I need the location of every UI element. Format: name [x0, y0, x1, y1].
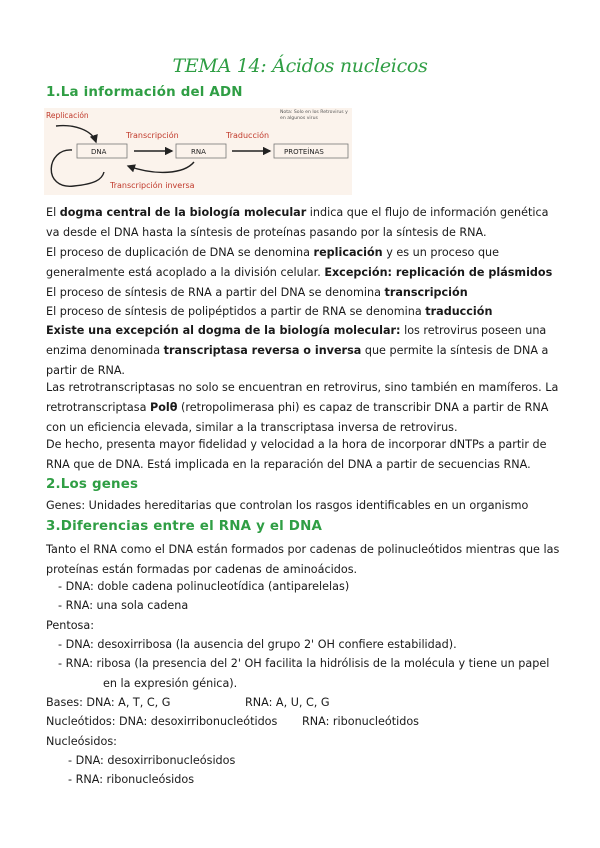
paragraph-genes: Genes: Unidades hereditarias que controlan los rasgos identificables en un organismo — [46, 499, 529, 512]
list-item-continuation: en la expresión génica). — [103, 677, 238, 690]
list-item: - DNA: doble cadena polinucleotídica (antiparelelas) — [58, 580, 350, 593]
text: los retrovirus poseen una enzima denominada — [46, 324, 547, 357]
diagram-rna: RNA — [191, 148, 206, 156]
reverse-transcription-arrow — [128, 162, 194, 172]
diagram-note — [280, 110, 350, 122]
list-item: - RNA: ribonucleósidos — [68, 773, 195, 786]
diagram-dna: DNA — [91, 148, 107, 156]
list-item: - DNA: desoxirribosa (la ausencia del grupo 2' OH confiere estabilidad). — [58, 638, 457, 651]
replication-top-arrow — [56, 126, 96, 142]
text: indica que el flujo de información genética va desde el DNA hasta la síntesis de proteínas pasando por la síntesis de RNA. — [46, 206, 549, 239]
label-nucleosidos: Nucleósidos: — [46, 735, 117, 748]
diagram-label-transcripcion: Transcripción — [126, 131, 179, 140]
bases-dna: Bases: DNA: A, T, C, G — [46, 696, 171, 709]
text: que permite la síntesis de DNA a partir de RNA. — [46, 343, 549, 377]
list-item: - RNA: una sola cadena — [58, 599, 189, 612]
bold-term: transcriptasa reversa o inversa — [163, 343, 362, 357]
diagram-note-line-1: Nota: Solo en los Retrovirus y — [280, 110, 348, 115]
list-item: - DNA: desoxirribonucleósidos — [68, 754, 236, 767]
list-item: - RNA: ribosa (la presencia del 2' OH facilita la hidrólisis de la molécula y tiene un papel — [58, 657, 550, 670]
paragraph-dogma — [46, 203, 562, 243]
text: El proceso de síntesis de polipéptidos a partir de RNA se denomina — [46, 305, 426, 318]
text: (retropolimerasa phi) es capaz de transcribir DNA a partir de RNA con un eficiencia elevada, similar a la transcriptasa inversa de retrovirus. — [46, 400, 549, 434]
diagram-label-traduccion: Traducción — [226, 131, 270, 140]
bold-term: Polθ — [150, 400, 178, 414]
paragraph-transcripcion — [46, 283, 562, 303]
section-heading-1: 1.La información del ADN — [46, 85, 243, 100]
diagram-note-line-2: en algunos virus — [280, 116, 318, 121]
bases-rna: RNA: A, U, C, G — [245, 696, 330, 709]
paragraph-excepcion — [46, 321, 562, 380]
section-heading-2: 2.Los genes — [46, 477, 139, 492]
page-title: TEMA 14: Ácidos nucleicos — [172, 55, 428, 77]
text: El proceso de duplicación de DNA se denomina — [46, 246, 314, 259]
paragraph-traduccion — [46, 302, 562, 322]
diagram-label-replicacion: Replicación — [46, 111, 89, 120]
bold-term: Excepción: replicación de plásmidos — [324, 265, 553, 279]
diagram-proteinas: PROTEÍNAS — [284, 148, 324, 156]
label-pentosa: Pentosa: — [46, 619, 95, 632]
bold-term: dogma central de la biología molecular — [59, 206, 307, 219]
paragraph-replicacion — [46, 243, 562, 283]
bold-term: transcripción — [384, 286, 468, 299]
text: Las retrotranscriptasas no solo se encuentran en retrovirus, sino también en mamíferos. La retrotranscriptasa — [46, 381, 559, 414]
bold-term: Existe una excepción al dogma de la biología molecular: — [46, 324, 401, 337]
paragraph-fidelidad: De hecho, presenta mayor fidelidad y velocidad a la hora de incorporar dNTPs a partir de RNA que de DNA. Está implicada en la reparación del DNA a partir de secuencias RNA. — [46, 438, 547, 471]
text: y es un proceso que generalmente está acoplado a la división celular. — [46, 246, 500, 279]
section-heading-3: 3.Diferencias entre el RNA y el DNA — [46, 519, 323, 534]
nucleotidos-rna: RNA: ribonucleótidos — [302, 715, 420, 728]
paragraph-polinucleotidos: Tanto el RNA como el DNA están formados por cadenas de polinucleótidos mientras que las proteínas están formadas por cadenas de aminoácidos. — [46, 543, 560, 576]
paragraph-retrotranscriptasas — [46, 378, 562, 437]
text: El proceso de síntesis de RNA a partir del DNA se denomina — [46, 286, 385, 299]
diagram-label-transcripcion-inversa: Transcripción inversa — [110, 181, 195, 190]
bold-term: replicación — [313, 246, 383, 259]
nucleotidos-dna: Nucleótidos: DNA: desoxirribonucleótidos — [46, 715, 278, 728]
bold-term: traducción — [425, 305, 493, 318]
text: El — [46, 206, 60, 219]
